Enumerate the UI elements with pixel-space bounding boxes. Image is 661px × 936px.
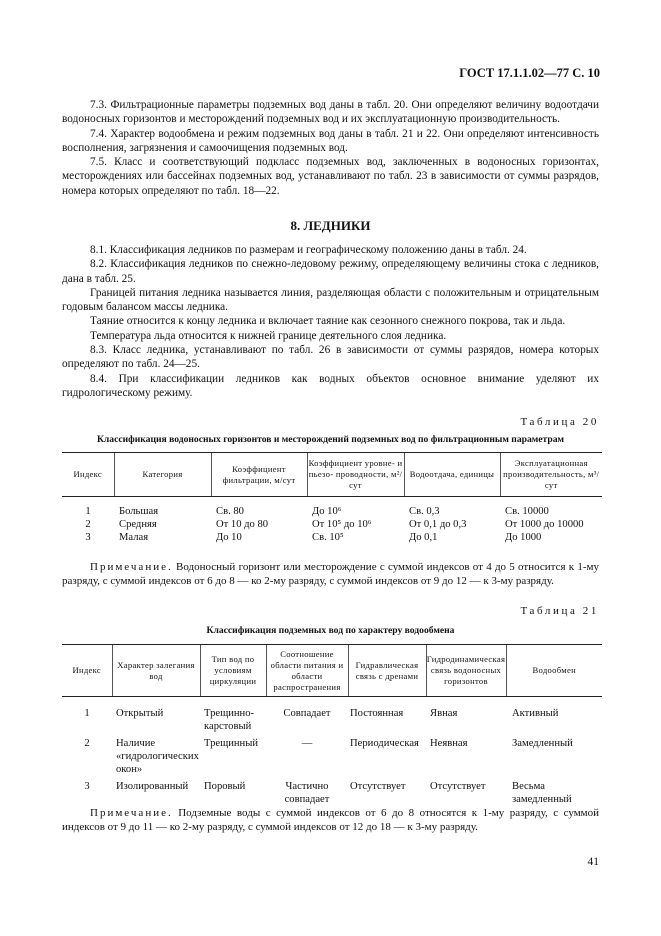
table-cell: От 10⁵ до 10⁶ xyxy=(312,519,372,530)
table-cell: Открытый xyxy=(116,708,164,719)
table-cell: До 1000 xyxy=(505,532,542,543)
page-number: 41 xyxy=(587,856,599,868)
table21-header-index: Индекс xyxy=(62,645,112,697)
table-cell: Активный xyxy=(512,708,559,719)
table-cell: От 1000 до 10000 xyxy=(505,519,584,530)
table20-header-category: Категория xyxy=(114,453,211,497)
table-cell: 3 xyxy=(85,532,91,543)
table-cell: До 10 xyxy=(216,532,242,543)
table20-header-productivity: Эксплуатационная производительность, м³/сут xyxy=(500,453,602,497)
paragraph-7-5: 7.5. Класс и соответствующий подкласс подземных вод, заключенных в водоносных горизонтах, месторождениях или бассейнах подземных вод, устанавливают по табл. 23 в зависимости от суммы разрядов, номера которых определяют по табл. 18—22. xyxy=(62,156,599,197)
paragraph-7-4: 7.4. Характер водообмена и режим подземных вод даны в табл. 21 и 22. Они определяют интенсивность восполнения, загрязнения и самоочищения подземных вод. xyxy=(62,127,599,154)
table21-header-hydraulic-link: Гидравлическая связь с дренами xyxy=(348,645,426,697)
paragraph-ice-temperature: Температура льда относится к нижней границе деятельного слоя ледника. xyxy=(90,329,447,342)
table-cell: Св. 80 xyxy=(216,506,244,517)
table-cell: Замедленный xyxy=(512,738,573,749)
table-cell: 1 xyxy=(85,506,91,517)
note-text: Подземные воды с суммой индексов от 6 до 8 относятся к 1-му разряду, с суммой индексов от 9 до 11 — ко 2-му разряду, с суммой индексов от 12 до 18 — к 3-му разряду. xyxy=(62,807,600,833)
table20-caption: Классификация водоносных горизонтов и месторождений подземных вод по фильтрационным параметрам xyxy=(96,434,565,445)
table20-note xyxy=(62,560,599,588)
table21 xyxy=(62,644,602,806)
table-cell: Неявная xyxy=(430,738,468,749)
glacier-text xyxy=(62,243,599,400)
table-cell: Периодическая xyxy=(350,738,419,749)
table21-note xyxy=(62,806,599,834)
table21-header-circulation: Тип вод по условиям циркуляции xyxy=(200,645,266,697)
table-cell: Постоянная xyxy=(350,708,404,719)
table-cell: Поровый xyxy=(204,781,246,792)
table-cell: 1 xyxy=(84,708,90,719)
paragraph-melting: Таяние относится к концу ледника и включает таяние как сезонного снежного покрова, так и льда. xyxy=(90,315,566,328)
table-cell: Св. 0,3 xyxy=(409,506,440,517)
table-cell: Частично совпадает xyxy=(284,781,330,805)
table21-label: Таблица 21 xyxy=(520,605,599,617)
table20-label: Таблица 20 xyxy=(520,416,599,428)
table-cell: До 10⁶ xyxy=(312,506,342,517)
table-cell: От 10 до 80 xyxy=(216,519,269,530)
table-cell: Св. 10000 xyxy=(505,506,549,517)
table-cell: От 0,1 до 0,3 xyxy=(409,519,467,530)
table-cell: — xyxy=(301,738,313,749)
table-cell: Изолированный xyxy=(116,781,189,792)
table20-header-conductivity: Коэффициент уровне- и пьезо- проводности, м²/сут xyxy=(307,453,404,497)
table21-header-occurrence: Характер залегания вод xyxy=(112,645,200,697)
table20-header-index: Индекс xyxy=(62,453,114,497)
table-cell: 2 xyxy=(85,519,91,530)
note-label: Примечание. xyxy=(90,807,173,819)
table-cell: Трещинно-карстовый xyxy=(204,708,255,732)
table21-header-hydrodynamic-link: Гидродинамическая связь водоносных горизонтов xyxy=(426,645,506,697)
table21-header-exchange: Водообмен xyxy=(506,645,602,697)
page-header: ГОСТ 17.1.1.02—77 С. 10 xyxy=(459,66,600,80)
paragraph-8-4: 8.4. При классификации ледников как водных объектов основное внимание уделяют их гидрологическому режиму. xyxy=(62,372,599,399)
table-cell: До 0,1 xyxy=(409,532,438,543)
table-cell: Наличие «гидрологических окон» xyxy=(116,738,199,775)
section-title: 8. ЛЕДНИКИ xyxy=(290,218,371,233)
table-cell: 2 xyxy=(84,738,90,749)
paragraph-8-1: 8.1. Классификация ледников по размерам и географическому положению даны в табл. 24. xyxy=(90,244,527,256)
table21-header-recharge-ratio: Соотношение области питания и области распространения xyxy=(266,645,348,697)
table-cell: Св. 10⁵ xyxy=(312,532,344,543)
note-label: Примечание. xyxy=(90,561,173,573)
table-cell: 3 xyxy=(84,781,90,792)
table-cell: Большая xyxy=(119,506,159,517)
paragraph-8-2: 8.2. Классификация ледников по снежно-ледовому режиму, определяющему величины стока с ледников, дана в табл. 25. xyxy=(62,258,599,285)
note-text: Водоносный горизонт или месторождение с суммой индексов от 4 до 5 относится к 1-му разряду, с суммой индексов от 6 до 8 — ко 2-му разряду, с суммой индексов от 9 до 12 — к 3-му разряду. xyxy=(62,561,600,587)
table-cell: Отсутствует xyxy=(350,781,406,792)
table-cell: Весьма замедленный xyxy=(512,781,572,805)
table20-header-yield: Водоотдача, единицы xyxy=(404,453,500,497)
table20-header-filtration: Коэффициент фильтрации, м/сут xyxy=(211,453,307,497)
intro-text xyxy=(62,98,599,198)
paragraph-feed-boundary: Границей питания ледника называется линия, разделяющая области с положительным и отрицательным годовым балансом массы ледника. xyxy=(62,286,599,314)
table-cell: Малая xyxy=(119,532,149,543)
table21-caption: Классификация подземных вод по характеру водообмена xyxy=(206,625,455,636)
paragraph-7-3: 7.3. Фильтрационные параметры подземных вод даны в табл. 20. Они определяют величину водоотдачи водоносных горизонтов и месторождений подземных вод и их эксплуатационную производительность. xyxy=(62,99,599,126)
table-cell: Явная xyxy=(430,708,458,719)
table-cell: Отсутствует xyxy=(430,781,486,792)
table-cell: Трещинный xyxy=(204,738,259,749)
table20 xyxy=(62,452,602,544)
table-cell: Совпадает xyxy=(283,708,331,719)
paragraph-8-3: 8.3. Класс ледника, устанавливают по табл. 26 в зависимости от суммы разрядов, номера которых определяют по табл. 24—25. xyxy=(62,344,599,371)
table-cell: Средняя xyxy=(119,519,157,530)
